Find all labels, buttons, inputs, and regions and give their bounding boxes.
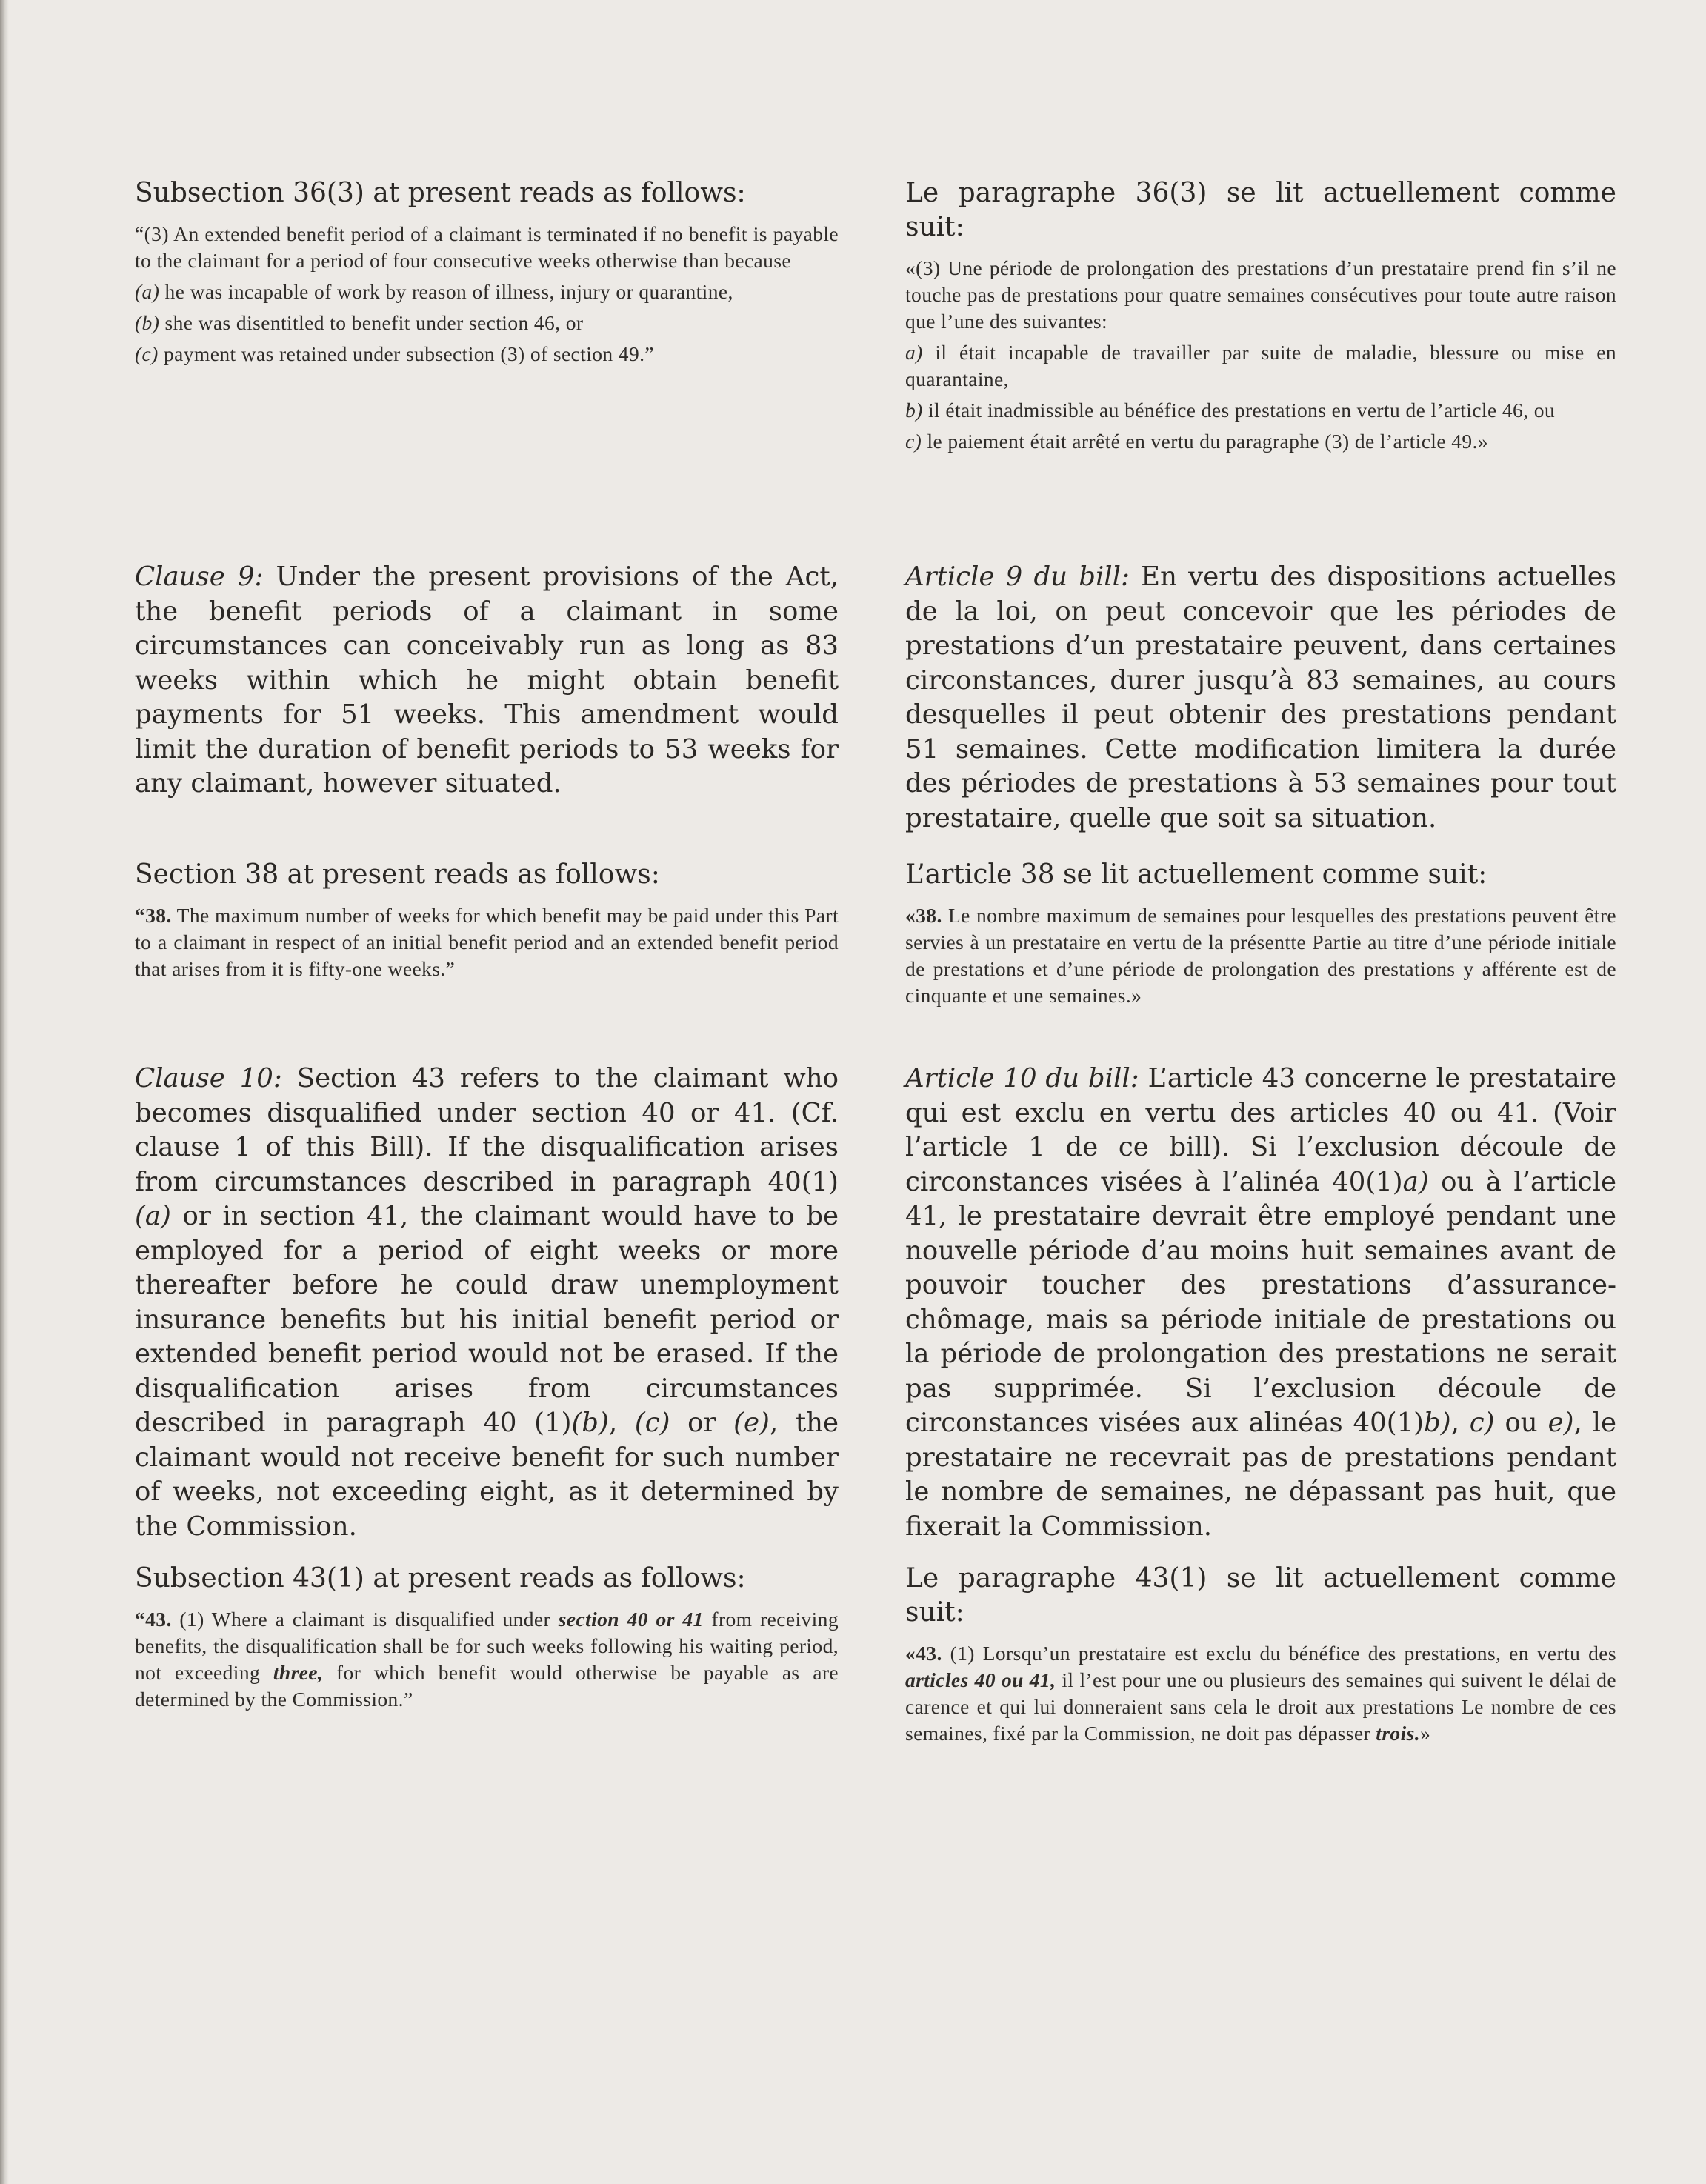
s38-heading-en: Section 38 at present reads as follows:: [135, 859, 660, 890]
s38-number: «38.: [905, 904, 942, 927]
s43-body-2: from receiving benefits, the disqualification shall be for such weeks following his waiting period, not exceeding: [135, 1608, 839, 1684]
s43-heading-en: Subsection 43(1) at present reads as follows:: [135, 1563, 746, 1594]
s43-quote-fr: [905, 1640, 1616, 1747]
item-text: il était incapable de travailler par suite de maladie, blessure ou mise en quarantaine,: [905, 341, 1616, 390]
s36-intro-fr: «(3) Une période de prolongation des prestations d’un prestataire prend fin s’il ne touche pas de prestations pour quatre semaines consécutives pour toute autre raison que l’une des suivantes:: [905, 256, 1616, 333]
item-text: il était inadmissible au bénéfice des prestations en vertu de l’article 46, ou: [928, 399, 1555, 422]
s38-number: “38.: [135, 904, 172, 927]
s43-article-ref: articles 40 ou 41,: [905, 1668, 1056, 1691]
s38-body: Le nombre maximum de semaines pour lesquelles des prestations peuvent être servies à un prestataire en vertu de la présentte Partie au titre d’une période initiale de prestations et d’une période de prolongation des prestations y afférente est de cinquante et une semaines.»: [905, 904, 1617, 1007]
item-mark: (b): [135, 311, 160, 334]
article9-label: Article 9 du bill:: [905, 562, 1130, 592]
s43-close: »: [1420, 1722, 1431, 1745]
clause9-text: Under the present provisions of the Act, the benefit periods of a claimant in some circumstances can conceivably run as long as 83 weeks within which he might obtain benefit payments for 51 weeks. This amendment would limit the duration of benefit periods to 53 weeks for any claimant, however situated.: [135, 562, 839, 799]
s36-quote-en: [135, 221, 839, 367]
s36-item-a-fr: [905, 339, 1616, 393]
s38-quote-en: [135, 902, 839, 982]
item-mark: b): [905, 399, 923, 422]
item-text: le paiement était arrêté en vertu du paragraphe (3) de l’article 49.»: [927, 430, 1488, 453]
s43-number: «43.: [905, 1642, 942, 1665]
s43-trois: trois.: [1376, 1722, 1420, 1745]
page-edge: [0, 0, 9, 2184]
s43-quote-en: [135, 1606, 839, 1713]
clause10-item-a: (a): [135, 1201, 171, 1231]
s43-text-en: [135, 1606, 839, 1713]
clause10-item-e: (e): [733, 1408, 770, 1438]
s43-section-en: [135, 1562, 839, 1717]
s36-section-en: [135, 176, 839, 372]
item-mark: a): [905, 341, 923, 364]
s38-section-fr: [905, 858, 1616, 1013]
s43-text-fr: [905, 1640, 1616, 1747]
article10-section: [905, 1062, 1616, 1544]
s36-quote-fr: [905, 255, 1616, 455]
s43-section-ref: section 40 or 41: [558, 1608, 704, 1631]
s36-intro-en: “(3) An extended benefit period of a claimant is terminated if no benefit is payable to the claimant for a period of four consecutive weeks otherwise than because: [135, 222, 839, 272]
item-text: payment was retained under subsection (3) of section 49.”: [164, 342, 654, 365]
s36-heading-en: Subsection 36(3) at present reads as follows:: [135, 178, 746, 208]
article10-text-3: , le prestataire ne recevrait pas de prestations pendant le nombre de semaines, ne dépassant pas huit, que fixerait la Commission.: [905, 1408, 1616, 1542]
s38-body: The maximum number of weeks for which benefit may be paid under this Part to a claimant in respect of an initial benefit period and an extended benefit period that arises from it is fifty-one weeks.”: [135, 904, 839, 980]
s38-text-fr: [905, 902, 1616, 1009]
item-mark: (c): [135, 342, 159, 365]
clause10-sep: ,: [608, 1408, 618, 1438]
clause10-label: Clause 10:: [135, 1063, 282, 1093]
article10-paragraph: [905, 1062, 1616, 1544]
s43-heading-fr: Le paragraphe 43(1) se lit actuellement comme suit:: [905, 1563, 1616, 1628]
item-mark: c): [905, 430, 922, 453]
clause10-text-1: Section 43 refers to the claimant who becomes disqualified under section 40 or 41. (Cf. clause 1 of this Bill). If the disqualification arises from circumstances described in paragraph 40(1): [135, 1063, 839, 1197]
clause10-or: or: [687, 1408, 716, 1438]
s36-heading-fr: Le paragraphe 36(3) se lit actuellement comme suit:: [905, 178, 1616, 242]
item-mark: (a): [135, 280, 160, 303]
clause9-paragraph: [135, 560, 839, 802]
s36-item-b-fr: [905, 397, 1616, 424]
s36-item-b-en: [135, 310, 839, 336]
article10-item-b: b): [1424, 1408, 1451, 1438]
article10-text-1: L’article 43 concerne le prestataire qui est exclu en vertu des articles 40 ou 41. (Voir l’article 1 de ce bill). Si l’exclusion découle de circonstances visées à l’alinéa 40(1): [905, 1063, 1616, 1197]
item-text: she was disentitled to benefit under section 46, or: [164, 311, 584, 334]
article10-text-2: ou à l’article 41, le prestataire devrait être employé pendant une nouvelle période d’au moins huit semaines avant de pouvoir toucher des prestations d’assurance-chômage, mais sa période initiale de prestations ou la période de prolongation des prestations ne serait pas supprimée. Si l’exclusion découle de circonstances visées aux alinéas 40(1): [905, 1166, 1616, 1438]
clause10-item-b: (b): [571, 1408, 609, 1438]
item-text: he was incapable of work by reason of illness, injury or quarantine,: [164, 280, 733, 303]
article10-label: Article 10 du bill:: [905, 1063, 1139, 1093]
article10-sep: ,: [1450, 1408, 1459, 1438]
s38-heading-fr: L’article 38 se lit actuellement comme suit:: [905, 859, 1487, 890]
s43-three: three,: [273, 1661, 324, 1684]
s43-section-fr: [905, 1562, 1616, 1751]
article10-ou: ou: [1505, 1408, 1538, 1438]
article9-text: En vertu des dispositions actuelles de la loi, on peut concevoir que les périodes de prestations d’un prestataire peuvent, dans certaines circonstances, durer jusqu’à 83 semaines, au cours desquelles il peut obtenir des prestations pendant 51 semaines. Cette modification limitera la durée des périodes de prestations à 53 semaines pour tout prestataire, quelle que soit sa situation.: [905, 562, 1616, 833]
s36-section-fr: [905, 176, 1616, 459]
s38-section-en: [135, 858, 839, 987]
article9-paragraph: [905, 560, 1616, 836]
s38-text-en: [135, 902, 839, 982]
clause10-text-2: or in section 41, the claimant would have to be employed for a period of eight weeks or more thereafter before he could draw unemployment insurance benefits but his initial benefit period or extended benefit period would not be erased. If the disqualification arises from circumstances described in paragraph 40 (1): [135, 1201, 839, 1438]
s43-body-1: (1) Where a claimant is disqualified under: [179, 1608, 551, 1631]
s36-item-c-fr: [905, 428, 1616, 455]
article10-item-e: e): [1547, 1408, 1574, 1438]
article10-item-c: c): [1469, 1408, 1495, 1438]
s43-body-2: il l’est pour une ou plusieurs des semaines qui suivent le délai de carence et qui lui donneraient sans cela le droit aux prestations Le nombre de ces semaines, fixé par la Commission, ne doit pas dépasser: [905, 1668, 1617, 1745]
clause9-label: Clause 9:: [135, 562, 264, 592]
clause10-item-c: (c): [634, 1408, 670, 1438]
s43-body-3: for which benefit would otherwise be payable as are determined by the Commission.”: [135, 1661, 839, 1711]
clause9-section: [135, 560, 839, 802]
clause10-section: [135, 1062, 839, 1544]
s36-item-a-en: [135, 279, 839, 305]
clause10-text-3: , the claimant would not receive benefit for such number of weeks, not exceeding eight, as it determined by the Commission.: [135, 1408, 839, 1542]
clause10-paragraph: [135, 1062, 839, 1544]
s36-item-c-en: [135, 341, 839, 367]
article9-section: [905, 560, 1616, 836]
s43-body-1: (1) Lorsqu’un prestataire est exclu du bénéfice des prestations, en vertu des: [950, 1642, 1616, 1665]
article10-item-a: a): [1402, 1166, 1429, 1197]
s38-quote-fr: [905, 902, 1616, 1009]
s43-number: “43.: [135, 1608, 172, 1631]
